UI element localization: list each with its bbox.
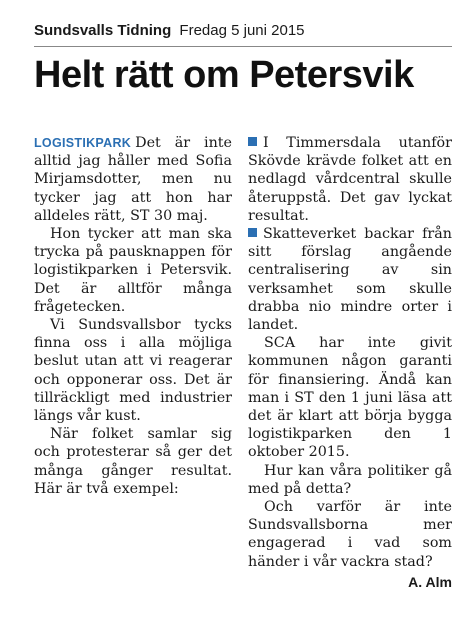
masthead-rule	[34, 46, 452, 47]
masthead	[34, 22, 305, 40]
article-paragraph: Vi Sundsvallsbor tycks finna oss i alla möjliga beslut utan att vi reagerar och opponerar oss. Det är tillräckligt med industrier längs vår kust.	[34, 317, 232, 425]
newspaper-name: Sundsvalls Tidning	[34, 22, 172, 39]
paragraph-text: Skatteverket backar från sitt förslag angående centralisering av sin verksamhet som skulle drabba nio mindre orter i landet.	[248, 226, 452, 334]
article-paragraph: Hon tycker att man ska trycka på pausknappen för logistikparken i Petersvik. Det är alltför många frågetecken.	[34, 226, 232, 315]
article-paragraph: När folket samlar sig och protesterar så ger det många gånger resultat. Här är två exempel:	[34, 426, 232, 497]
square-bullet-icon	[248, 137, 257, 146]
article-paragraph: SCA har inte givit kommunen någon garanti för finansiering. Ändå kan man i ST den 1 juni läsa att det är klart att börja bygga logistikparken den 1 oktober 2015.	[248, 335, 452, 461]
article-left-column	[34, 134, 232, 498]
article-paragraph	[248, 225, 452, 334]
paragraph-text: I Timmersdala utanför Skövde krävde folket att en nedlagd vårdcentral skulle återuppstå. Det gav lyckat resultat.	[248, 135, 452, 224]
article-paragraph	[34, 134, 232, 225]
paragraph-text: Det är inte alltid jag håller med Sofia Mirjamsdotter, men nu tycker jag att hon har alldeles rätt, ST 30 maj.	[34, 135, 232, 224]
article-right-column	[248, 134, 452, 591]
publication-date: Fredag 5 juni 2015	[179, 22, 305, 39]
article-paragraph: Och varför är inte Sundsvallsborna mer engagerad i vad som händer i vår vackra stad?	[248, 499, 452, 570]
article-headline: Helt rätt om Petersvik	[34, 54, 414, 96]
article-paragraph: Hur kan våra politiker gå med på detta?	[248, 462, 452, 497]
article-paragraph	[248, 134, 452, 225]
square-bullet-icon	[248, 228, 257, 237]
article-signature: A. Alm	[408, 573, 452, 590]
article-kicker: LOGISTIKPARK	[34, 136, 132, 150]
